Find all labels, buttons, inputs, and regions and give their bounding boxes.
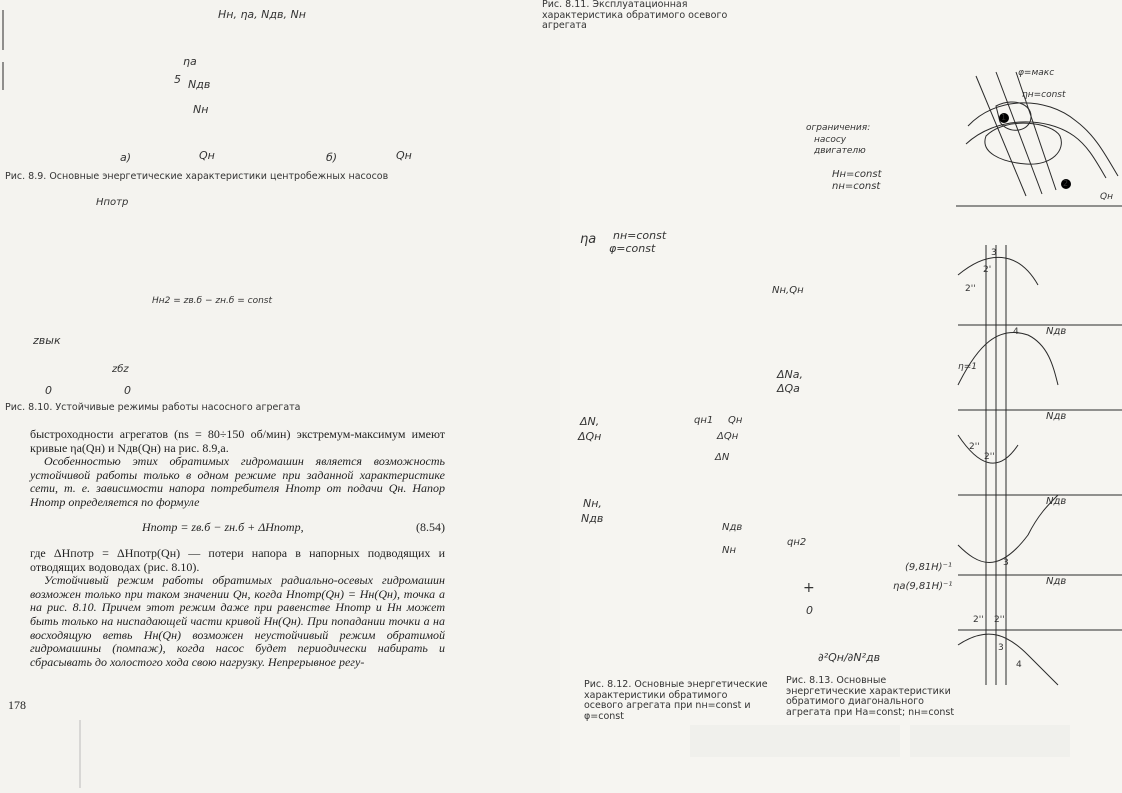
- fig812-nn-left-1: Nн,: [583, 497, 602, 510]
- fig89-sub-b: б): [326, 151, 338, 164]
- fig810-z-vyk: zвык: [33, 334, 61, 347]
- fig811-eta-const: ηн=const: [1022, 90, 1066, 100]
- fig813-mark-2b: 2'': [969, 442, 980, 452]
- fig813-mark-2ss: 2'': [965, 284, 976, 294]
- fig89-ndv-label: Nдв: [188, 78, 211, 91]
- page-number: 178: [8, 698, 26, 712]
- paragraph-2: Особенностью этих обратимых гидромашин является возможность устойчивой работы только в одном режиме при заданной характеристике сети, т. е. зависимости напора потребителя Hпотр от подачи Qн. Напор Hпотр определяется по формуле: [30, 454, 445, 509]
- fig811-limits-1: ограничения:: [806, 123, 871, 133]
- paragraph-3: где ΔHпотр = ΔHпотр(Qн) — потери напора в напорных подводящих и отводящих водоводах (рис. 8.10).: [30, 546, 445, 574]
- fig812-qn: Qн: [728, 415, 743, 426]
- fig811-drawing: [956, 66, 1122, 212]
- fig813-mark-2cc: 2''': [994, 615, 1008, 625]
- fig812-caption: Рис. 8.12. Основные энергетические характеристики обратимого осевого агрегата при nн=const и φ=const: [584, 679, 768, 722]
- fig812-n-const: nн=const: [613, 229, 667, 242]
- fig811-caption: Рис. 8.11. Эксплуатационная характеристика обратимого осевого агрегата: [542, 0, 728, 31]
- formula-expression: Hпотр = zв.б − zн.б + ΔHпотр,: [142, 520, 304, 534]
- fig813-ndv-1: Nдв: [1046, 326, 1067, 337]
- fig811-limits-3: двигателю: [814, 146, 866, 156]
- fig813-h-inv: (9,81H)⁻¹: [905, 562, 952, 573]
- fig813-zero: 0: [806, 604, 813, 617]
- fig812-dqn: ΔQн: [717, 431, 739, 442]
- fig89-caption: Рис. 8.9. Основные энергетические характеристики центробежных насосов: [5, 171, 389, 182]
- fig812-eta-a: ηа: [580, 232, 597, 247]
- fig810-zero-1: 0: [45, 384, 52, 397]
- fig89-nn-label: Nн: [193, 103, 209, 116]
- fig812-dn-left-2: ΔQн: [578, 430, 602, 443]
- fig813-mark-3: 3: [991, 248, 997, 258]
- fig811-limits-2: насосу: [814, 135, 847, 145]
- fig812-dn: ΔN: [715, 452, 730, 463]
- fig813-eta-h: ηа(9,81H)⁻¹: [893, 581, 953, 592]
- fig813-plus: +: [803, 580, 815, 596]
- fig812-qn2: qн2: [787, 537, 807, 548]
- fig810-caption: Рис. 8.10. Устойчивые режимы работы насосного агрегата: [5, 402, 301, 413]
- fig813-mark-4: 4: [1013, 327, 1019, 337]
- binding-marks: [78, 720, 84, 790]
- fig811-n-const: nн=const: [832, 181, 881, 192]
- fig811-circle-1: 1: [1001, 113, 1007, 122]
- fig813-caption: Рис. 8.13. Основные энергетические характеристики обратимого диагонального агрегата при Hа=const; nн=const: [786, 675, 955, 718]
- fig812-dnq-1: ΔNа,: [777, 368, 803, 381]
- fig813-d2: ∂²Qн/∂N²дв: [818, 651, 881, 664]
- fig89-axis-top: Hн, ηа, Nдв, Nн: [218, 8, 306, 21]
- fig89-qn-b: Qн: [396, 149, 412, 162]
- fig810-zero-2: 0: [124, 384, 131, 397]
- fig812-ndv: Nдв: [722, 522, 743, 533]
- fig810-z-bz: zбz: [112, 364, 129, 375]
- fig811-phi-max: φ=макс: [1018, 68, 1055, 78]
- paragraph-1: быстроходности агрегатов (ns = 80÷150 об/мин) экстремум-максимум имеют кривые ηа(Qн) и Nдв(Qн) на рис. 8.9,а.: [30, 427, 445, 455]
- fig811-circle-2: 2: [1063, 179, 1069, 188]
- fig812-nn-left-2: Nдв: [581, 512, 604, 525]
- bleed-through-2: [910, 725, 1070, 757]
- fig813-mark-2bb: 2''': [984, 452, 998, 462]
- left-page: [0, 0, 560, 793]
- fig812-nh-qh: Nн,Qн: [772, 285, 804, 296]
- fig811-qn: Qн: [1100, 192, 1113, 202]
- fig812-dn-left-1: ΔN,: [580, 415, 600, 428]
- fig812-phi-const: φ=const: [609, 242, 656, 255]
- body-text-lower: [30, 547, 445, 669]
- formula-number: (8.54): [416, 520, 445, 534]
- fig89-qn-a: Qн: [199, 149, 215, 162]
- fig813-ndv-4: Nдв: [1046, 576, 1067, 587]
- paragraph-4: Устойчивый режим работы обратимых радиально-осевых гидромашин возможен только при таком значении Qн, когда Hпотр(Qн) = Hн(Qн), точка а на рис. 8.10. Причем этот режим даже при равенстве Hпотр и Hн может быть только на ниспадающей части кривой Hн(Qн). При попадании точки а на восходящую ветвь Hн(Qн) возможен неустойчивый режим обратимой гидромашины (помпаж), когда насос будет периодически набирать и сбрасывать до холостого хода свою нагрузку. Непрерывное регу-: [30, 573, 445, 669]
- right-page: [542, 0, 1122, 793]
- fig813-eta-1: η=1: [958, 362, 977, 372]
- fig813-ndv-3: Nдв: [1046, 496, 1067, 507]
- fig810-hn2: Hн2 = zв.б − zн.б = const: [152, 296, 273, 306]
- fig813-mark-2s: 2': [983, 265, 992, 275]
- left-margin-marks: [0, 0, 12, 200]
- fig813-mark-3c: 3: [998, 643, 1004, 653]
- fig812-dnq-2: ΔQа: [777, 382, 800, 395]
- fig89-eta-label: ηа: [183, 55, 197, 68]
- fig812-qn1: qн1: [694, 415, 714, 426]
- fig813-mark-2c: 2'': [973, 615, 984, 625]
- body-text: [30, 428, 445, 510]
- fig89-sub-a: а): [120, 151, 132, 164]
- fig812-nn: Nн: [722, 545, 737, 556]
- fig89-five-label: 5: [174, 73, 181, 86]
- bleed-through-1: [690, 725, 900, 757]
- fig810-h-potr: Hпотр: [96, 197, 129, 208]
- fig813-ndv-2: Nдв: [1046, 411, 1067, 422]
- fig813-mark-4c: 4: [1016, 660, 1022, 670]
- fig811-h-const: Hн=const: [832, 169, 882, 180]
- fig813-mark-3b: 3: [1003, 558, 1009, 568]
